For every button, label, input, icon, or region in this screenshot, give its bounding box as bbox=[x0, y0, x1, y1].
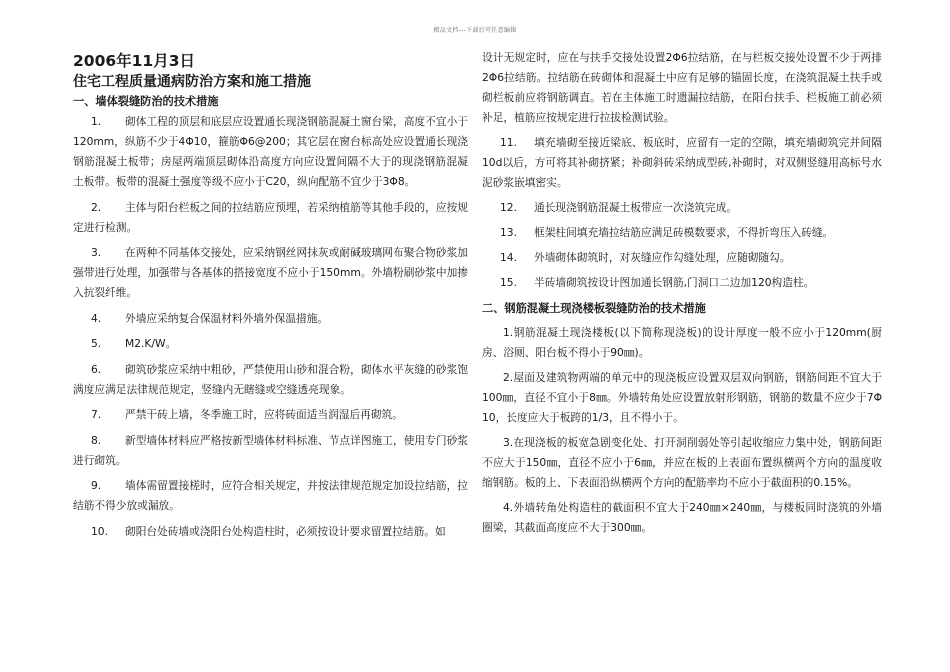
paragraph-text: 4.外墙转角处构造柱的截面积不宜大于240㎜×240㎜，与楼板同时浇筑的外墙圈梁，其截面高度应不大于300㎜。 bbox=[482, 501, 882, 534]
list-item-number: 14. bbox=[500, 251, 517, 264]
list-item-number: 4. bbox=[91, 311, 102, 325]
right-column bbox=[482, 48, 882, 543]
paragraph bbox=[482, 368, 882, 428]
list-item-number: 1. bbox=[91, 115, 102, 128]
list-item-number: 9. bbox=[91, 479, 102, 492]
list-item bbox=[482, 133, 882, 193]
list-item-text: 严禁干砖上墙，冬季施工时，应将砖面适当润湿后再砌筑。 bbox=[125, 408, 403, 421]
item-10-continuation: 设计无规定时，应在与扶手交接处设置2Φ6拉结筋，在与栏板交接处设置不少于两排2Φ6拉结筋。拉结筋在砖砌体和混凝土中应有足够的锚固长度，在浇筑混凝土扶手或砌栏板前应将钢筋调直。若在主体施工时遗漏拉结筋，在阳台扶手、栏板施工前必须补足，植筋应按规定进行拉拔检测试验。 bbox=[482, 51, 882, 124]
list-item-text: 在两种不同基体交接处，应采纳钢丝网抹灰或耐碱玻璃网布聚合物砂浆加强带进行处理，加强带与各基体的搭接宽度不应小于150mm。外墙粉刷砂浆中加掺入抗裂纤维。 bbox=[73, 246, 468, 299]
paragraph bbox=[482, 498, 882, 538]
floor-slab-measures-list bbox=[482, 323, 882, 538]
list-item-text: 通长现浇钢筋混凝土板带应一次浇筑完成。 bbox=[534, 201, 738, 214]
list-item bbox=[73, 360, 468, 400]
list-item bbox=[73, 309, 468, 329]
paragraph bbox=[482, 323, 882, 363]
list-item-text: 填充墙砌至接近梁底、板底时，应留有一定的空隙，填充墙砌筑完并间隔10d以后，方可将其补砌挤紧；补砌斜砖采纳成型砖,补砌时，对双侧竖缝用高标号水泥砂浆嵌填密实。 bbox=[482, 136, 882, 189]
wall-crack-measures-list-continued bbox=[482, 133, 882, 293]
list-item-text: 新型墙体材料应严格按新型墙体材料标准、节点详图施工，使用专门砂浆进行砌筑。 bbox=[73, 433, 468, 467]
list-item-number: 10. bbox=[91, 524, 108, 538]
list-item-text: M2.K/W。 bbox=[125, 337, 177, 350]
section-heading-floor-slab-cracks: 二、钢筋混凝土现浇楼板裂缝防治的技术措施 bbox=[482, 302, 706, 315]
list-item-text: 砌筑砂浆应采纳中粗砂，严禁使用山砂和混合粉，砌体水平灰缝的砂浆饱满度应满足法律规范规定，竖缝内无瞎缝或空缝透亮现象。 bbox=[73, 362, 468, 396]
list-item-number: 3. bbox=[91, 246, 102, 259]
paragraph-text: 1.钢筋混凝土现浇楼板(以下简称现浇板)的设计厚度一般不应小于120mm(厨房、浴厕、阳台板不得小于90㎜)。 bbox=[482, 326, 882, 359]
list-item-number: 2. bbox=[91, 200, 102, 214]
list-item-number: 6. bbox=[91, 362, 102, 376]
section-heading-wall-cracks: 一、墙体裂缝防治的技术措施 bbox=[73, 95, 219, 108]
list-item-number: 11. bbox=[500, 136, 517, 149]
list-item-number: 7. bbox=[91, 408, 102, 421]
list-item bbox=[482, 223, 882, 243]
list-item bbox=[482, 273, 882, 293]
list-item-text: 半砖墙砌筑按设计图加通长钢筋,门洞口二边加120构造柱。 bbox=[534, 276, 815, 289]
page-header-note: 精品文档---下载后可任意编辑 bbox=[433, 27, 517, 34]
list-item bbox=[73, 405, 468, 425]
list-item bbox=[73, 431, 468, 471]
list-item bbox=[73, 198, 468, 238]
list-item-text: 框架柱间填充墙拉结筋应满足砖模数要求，不得折弯压入砖缝。 bbox=[534, 226, 834, 239]
list-item-text: 砌体工程的顶层和底层应设置通长现浇钢筋混凝土窗台梁，高度不宜小于120mm，纵筋不少于4Φ10，箍筋Φ6@200；其它层在窗台标高处应设置通长现浇钢筋混凝土板带；房屋两端顶层砌体沿高度方向应设置间隔不大于的现浇钢筋混凝土板带。板带的混凝土强度等级不应小于C20，纵向配筋不宜少于3Φ8。 bbox=[73, 115, 468, 188]
paragraph-text: 2.屋面及建筑物两端的单元中的现浇板应设置双层双向钢筋，钢筋间距不宜大于100㎜，直径不宜小于8㎜。外墙转角处应设置放射形钢筋，钢筋的数量不应少于7Φ10，长度应大于板跨的1/3，且不得小于。 bbox=[482, 371, 882, 424]
list-item bbox=[73, 334, 468, 354]
list-item-number: 5. bbox=[91, 337, 102, 350]
list-item bbox=[73, 243, 468, 303]
list-item bbox=[482, 248, 882, 268]
list-item-number: 13. bbox=[500, 226, 517, 239]
paragraph-text: 3.在现浇板的板宽急剧变化处、打开洞削弱处等引起收缩应力集中处，钢筋间距不应大于150㎜，直径不应小于6㎜，并应在板的上表面布置纵横两个方向的温度收缩钢筋。板的上、下表面沿纵横两个方向的配筋率均不应小于截面积的0.15%。 bbox=[482, 436, 882, 489]
list-item-text: 外墙应采纳复合保温材料外墙外保温措施。 bbox=[125, 311, 329, 325]
list-item-number: 8. bbox=[91, 433, 102, 447]
list-item-number: 12. bbox=[500, 201, 517, 214]
list-item-text: 主体与阳台栏板之间的拉结筋应预埋，若采纳植筋等其他手段的，应按规定进行检测。 bbox=[73, 200, 468, 234]
list-item-text: 砌阳台处砖墙或浇阳台处构造柱时，必须按设计要求留置拉结筋。如 bbox=[125, 524, 446, 538]
list-item-text: 外墙砌体砌筑时，对灰缝应作勾缝处理，应随砌随勾。 bbox=[534, 251, 791, 264]
left-column bbox=[73, 50, 468, 547]
list-item bbox=[73, 476, 468, 516]
paragraph bbox=[482, 433, 882, 493]
wall-crack-measures-list bbox=[73, 112, 468, 542]
document-date: 2006年11月3日 bbox=[73, 52, 195, 70]
list-item-text: 墙体需留置接槎时，应符合相关规定，并按法律规范规定加设拉结筋，拉结筋不得少放或漏放。 bbox=[73, 479, 468, 512]
list-item bbox=[482, 198, 882, 218]
list-item bbox=[73, 522, 468, 542]
list-item bbox=[73, 112, 468, 192]
document-title: 住宅工程质量通病防治方案和施工措施 bbox=[73, 74, 311, 90]
list-item-number: 15. bbox=[500, 276, 517, 289]
